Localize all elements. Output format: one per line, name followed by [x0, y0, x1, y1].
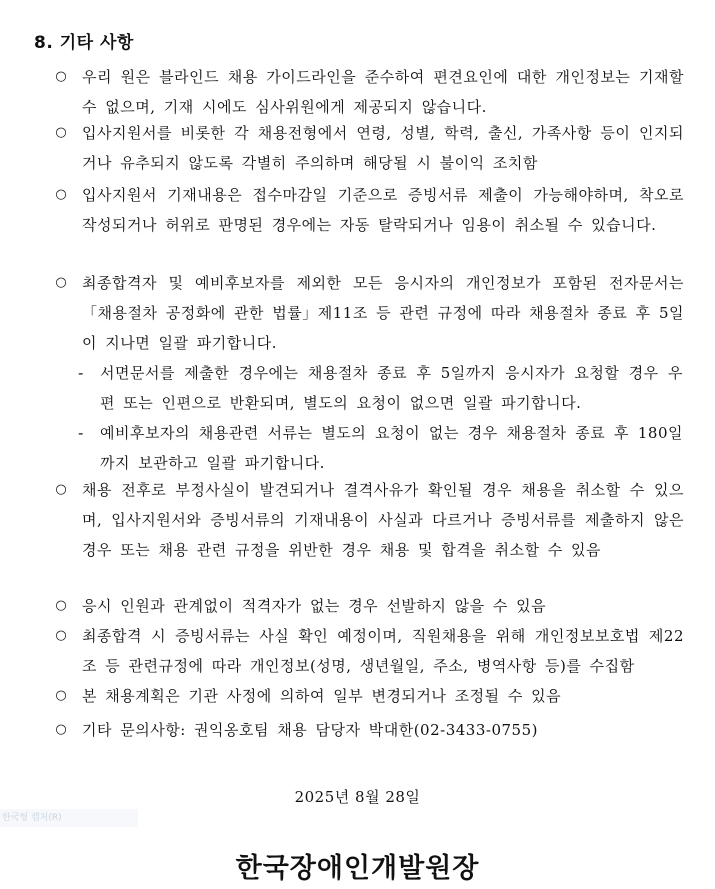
circle-bullet-icon: ○ — [55, 187, 67, 202]
circle-bullet-icon: ○ — [55, 598, 67, 613]
section-title: 8. 기타 사항 — [34, 33, 134, 53]
item-text: 채용 전후로 부정사실이 발견되거나 결격사유가 확인될 경우 채용을 취소할 수 있으며, 입사지원서와 증빙서류의 기재내용이 사실과 다르거나 증빙서류를 제출하지 않은 경우 또는 채용 관련 규정을 위반한 경우 채용 및 합격을 취소할 수 있음 — [82, 481, 684, 559]
circle-bullet-icon: ○ — [55, 688, 67, 703]
dash-bullet-icon: - — [78, 424, 84, 442]
item-text: 입사지원서 기재내용은 접수마감일 기준으로 증빙서류 제출이 가능해야하며, 착오로 작성되거나 허위로 판명된 경우에는 자동 탈락되거나 임용이 취소될 수 있습니다. — [82, 186, 684, 234]
item-text: 기타 문의사항: 권익옹호팀 채용 담당자 박대한(02-3433-0755) — [82, 721, 538, 739]
circle-bullet-icon: ○ — [55, 628, 67, 643]
circle-bullet-icon: ○ — [55, 275, 67, 290]
dash-bullet-icon: - — [78, 364, 84, 382]
item-text: 본 채용계획은 기관 사정에 의하여 일부 변경되거나 조정될 수 있음 — [82, 687, 562, 705]
issue-date: 2025년 8월 28일 — [294, 788, 421, 806]
item-text: 최종합격 시 증빙서류는 사실 확인 예정이며, 직원채용을 위해 개인정보보호법 제22조 등 관련규정에 따라 개인정보(성명, 생년월일, 주소, 병역사항 등)를 수집함 — [82, 627, 684, 675]
circle-bullet-icon: ○ — [55, 722, 67, 737]
circle-bullet-icon: ○ — [55, 125, 67, 140]
item-text: 응시 인원과 관계없이 적격자가 없는 경우 선발하지 않을 수 있음 — [82, 597, 547, 615]
sub-item-text: 예비후보자의 채용관련 서류는 별도의 요청이 없는 경우 채용절차 종료 후 180일까지 보관하고 일괄 파기합니다. — [100, 424, 683, 472]
sub-item-text: 서면문서를 제출한 경우에는 채용절차 종료 후 5일까지 응시자가 요청할 경우 우편 또는 인편으로 반환되며, 별도의 요청이 없으면 일괄 파기합니다. — [100, 364, 683, 412]
capture-watermark: 한국형 캡처(R) — [0, 809, 138, 827]
item-text: 최종합격자 및 예비후보자를 제외한 모든 응시자의 개인정보가 포함된 전자문서는「채용절차 공정화에 관한 법률」제11조 등 관련 규정에 따라 채용절차 종료 후 5일이 지나면 일괄 파기합니다. — [82, 274, 684, 352]
item-text: 우리 원은 블라인드 채용 가이드라인을 준수하여 편견요인에 대한 개인정보는 기재할 수 없으며, 기재 시에도 심사위원에게 제공되지 않습니다. — [82, 68, 684, 116]
organization-name: 한국장애인개발원장 — [235, 853, 480, 884]
circle-bullet-icon: ○ — [55, 482, 67, 497]
item-text: 입사지원서를 비롯한 각 채용전형에서 연령, 성별, 학력, 출신, 가족사항 등이 인지되거나 유추되지 않도록 각별히 주의하며 해당될 시 불이익 조치함 — [82, 124, 684, 172]
circle-bullet-icon: ○ — [55, 69, 67, 84]
